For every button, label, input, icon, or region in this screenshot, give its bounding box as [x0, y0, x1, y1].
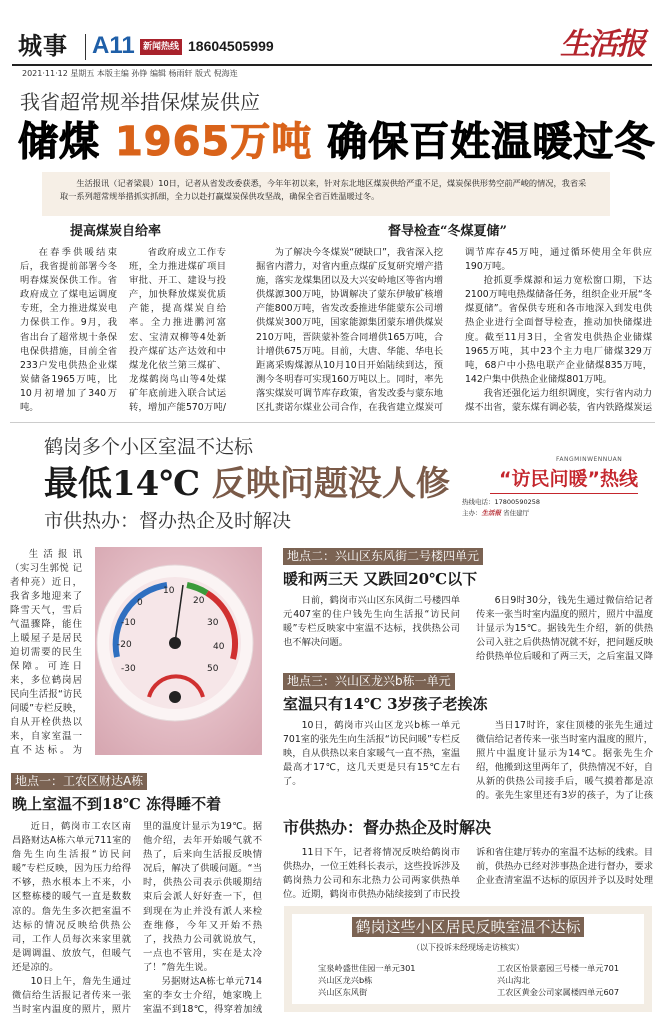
headline-part: 反映问题没人修	[211, 464, 450, 504]
headline-part: 最低14℃	[44, 464, 212, 504]
list-item: 工农区黄金公司家属楼四单元607	[497, 987, 620, 997]
masthead-rule	[12, 64, 652, 66]
paragraph: 日前，鹤岗市兴山区东风街二号楼四单元407室的住户钱先生向生活报“访民问暖”专栏反映家中室温不达标，找供热公司也不解决问题。	[283, 595, 460, 649]
complaint-list-box	[284, 906, 652, 1012]
headline-part: 储煤	[18, 119, 115, 165]
thermometer-photo	[95, 547, 262, 755]
divider	[85, 34, 86, 60]
story1-headline	[18, 118, 655, 166]
story1-kicker: 我省超常规举措保煤炭供应	[20, 90, 260, 114]
box-list-right	[497, 962, 619, 998]
box-note: （以下投诉未经现场走访核实）	[412, 943, 524, 952]
svg-text:-20: -20	[117, 640, 132, 650]
headline-part: 确保百姓温暖过冬	[312, 119, 656, 165]
story2-lead	[10, 548, 82, 758]
svg-text:-10: -10	[121, 618, 136, 628]
paragraph: 当日17时许，家住顶楼的张先生通过微信给记者传来一张当时室内温度的照片，照片中温度计显示为14℃。据张先生介绍，他搬到这里两年了，供热情况不好，自从新的供热公司接手后，暖气摸着都是凉的。张先生家里还有3岁的孩子，为了让孩	[476, 720, 653, 802]
svg-text:0: 0	[137, 598, 143, 608]
svg-text:10: 10	[163, 586, 175, 596]
location-label-2: 地点二：兴山区东风街二号楼四单元	[283, 548, 483, 565]
paragraph: 为了解决今冬煤炭“硬缺口”，我省深入挖掘省内潜力，对省内重点煤矿反复研究增产措施，落实龙煤集团以及大兴安岭地区等省内增供煤源300万吨，协调解决了蒙东伊敏矿核增产能800万吨，省发改委推进华能蒙东公司增供煤炭300万吨，国家能源集团蒙东增供煤炭210万吨，晋陕蒙补签合同增供165万吨，合计增供675万吨。目前，大唐、华能、华电长距离采购煤源从10月10日开始陆续到达，预测今冬明春可实现160万吨以上。同时，率先落实煤炭可调节库存政策，省发改委与蒙东地区扎赉诺尔煤业公司合作，在我省建立煤炭可调节库存45万吨，通过循环使用全年供应190万吨。	[256, 247, 652, 414]
location-label-3: 地点三：兴山区龙兴b栋一单元	[283, 673, 455, 690]
list-item: 兴山沟北	[497, 975, 530, 985]
host-label: 主办：	[462, 509, 482, 517]
box-list-left	[318, 962, 416, 998]
column-phone: 热线电话：17800590258	[462, 498, 540, 506]
list-item: 兴山区东风街	[318, 987, 368, 997]
section-name: 城事	[18, 31, 68, 60]
location-label-1: 地点一：工农区财达A栋	[11, 773, 147, 790]
paragraph: 6日9时30分，钱先生通过微信给记者传来一张当时室内温度的照片，照片中温度计显示为15℃。据钱先生介绍，新的供热公司入驻之后供热情况就不好，把问题反映给供热单位后暖和了两三天，之后室温又降	[476, 595, 653, 663]
dateline: 2021·11·12 星期五 本版主编 孙铮 编辑 杨雨轩 版式 倪海连	[22, 69, 238, 78]
paragraph: 10日上午，詹先生通过微信给生活报记者传来一张当时室内温度的照片，照片里的温度计显示为19℃。据他介绍，去年开始暖气就不热了，后来向生活报反映情况后，解决了供暖问题。“当时，供热公司表示供暖期结束后会派人好好查一下，但到现在为止并没有派人来检查维修，今年又开始不热了，找热力公司就说放气，一点也不管用，实在是太冷了！”詹先生说。	[12, 821, 262, 1016]
paragraph: 11日下午，记者将情况反映给鹤岗市供热办，一位王姓科长表示，这些投诉涉及鹤岗热力公司和东北热力公司两家供热单位。近期，鹤岗市供热办陆续接到了市民投诉和省住建厅转办的室温不达标的线索。目前，供热办已经对涉事热企进行督办，要求企业查清室温不达标的原因并予以及时处理	[283, 847, 653, 901]
paragraph: 省政府成立工作专班，全力推进煤矿项目审批、开工、建设与投产，加快释放煤炭优质产能，提高煤炭自给率。全力推进鹏河富宏、宝清双柳等4处新投产煤矿达产达效和中煤龙化依兰第三煤矿、龙煤鹤岗鸟山等4处煤矿年底前进入联合试运转，增加产能570万吨/	[129, 247, 226, 414]
location-body-2	[283, 594, 653, 666]
paragraph: 我省还强化运力组织调度，实行省内动力煤不出省，蒙东煤有调必装，省内铁路煤炭运	[465, 387, 652, 414]
hotline-phone: 18604505999	[188, 38, 274, 54]
svg-text:40: 40	[213, 642, 225, 652]
location-headline-1: 晚上室温不到18℃ 冻得睡不着	[12, 795, 222, 813]
story1-section1-body	[20, 246, 226, 418]
svg-text:-30: -30	[121, 664, 136, 674]
paragraph: 在春季供暖结束后，我省提前部署今冬明春煤炭保供工作。省政府成立了煤电运调度专班，全力推进煤炭电力保供工作。9月，我省出台了超常规十条保电保供措施，目前全省233户发电供热企业煤炭储备1965万吨，比10月初增加了340万吨。	[20, 247, 117, 414]
column-host	[462, 509, 529, 518]
page-number: A11	[92, 32, 135, 59]
story1-section2-body	[256, 246, 652, 418]
paragraph: 另据财达A栋七单元714室的李女士介绍，她家晚上室温不到18℃，得穿着加绒	[143, 976, 262, 1016]
host-logo: 生活报	[481, 509, 501, 517]
paragraph: 近日，鹤岗市工农区南昌路财达A栋六单元711室的詹先生向生活报“访民问暖”专栏反映，因为压力给得不够，热水根本上不来，小区整栋楼的暖气一直是数数凉的。詹先生多次把室温不达标的情况反映给供热公司，工作人员每次来家里就是调调温、放放气，但暖气还是凉的。	[12, 821, 131, 973]
headline-number: 1965万吨	[114, 119, 313, 165]
list-item: 宝泉岭盛世佳园一单元301	[318, 963, 416, 973]
section-divider	[10, 422, 655, 423]
paragraph: 生活报讯（实习生郭悦 记者仲亮）近日，我省多地迎来了降雪天气，雪后气温骤降，能住上暖屋子是居民迫切需要的民生保障。可连日来，多位鹤岗居民向生活报“访民问暖”专栏反映，自从开栓供热以来，自家室温一直不达标。为	[10, 549, 82, 756]
story1-subhead-1: 提高煤炭自给率	[70, 224, 162, 239]
svg-text:20: 20	[193, 596, 205, 606]
location-body-1	[12, 820, 262, 1018]
column-title: “访民问暖”热线	[490, 468, 638, 494]
svg-text:50: 50	[207, 664, 219, 674]
location-headline-2: 暖和两三天 又跌回20℃以下	[283, 570, 478, 588]
location-headline-3: 室温只有14℃ 3岁孩子老挨冻	[283, 695, 488, 713]
office-body	[283, 846, 653, 903]
story1-subhead-2: 督导检查“冬煤夏储”	[388, 224, 507, 239]
box-title-text: 鹤岗这些小区居民反映室温不达标	[352, 917, 583, 937]
list-item: 工农区怡景嘉园三号楼一单元701	[497, 963, 620, 973]
list-item: 兴山区龙兴b栋	[318, 975, 373, 985]
paragraph: 抢抓夏季煤源和运力宽松窗口期，下达2100万吨电热煤储备任务，组织企业开展“冬煤夏储”。省保供专班和各市地深入到发电供热企业进行全面督导检查，推动加快储煤进度。截至11月3日，全省发电供热企业储煤1965万吨，其中23个主力电厂储煤329万吨，68户中小热电联产企业储煤835万吨，142户集中供热企业储煤801万吨。	[465, 275, 652, 385]
svg-text:30: 30	[207, 618, 219, 628]
hotline-badge: 新闻热线	[140, 39, 182, 55]
host-partner: 省住建厅	[501, 509, 530, 517]
story1-lead: 生活报讯（记者梁晨）10日，记者从省发改委获悉，今年年初以来，针对东北地区煤炭供给严重不足，煤炭保供形势空前严峻的情况，我省采取一系列超常规举措抓实抓细，全力以赴打赢煤炭保供攻坚战，确保全省百姓温暖过冬。	[42, 172, 610, 216]
story2-headline	[44, 464, 450, 504]
newspaper-logo: 生活报	[560, 27, 644, 62]
column-pinyin: FANGMINWENNUAN	[556, 456, 623, 463]
story2-kicker: 鹤岗多个小区室温不达标	[44, 436, 254, 458]
office-headline: 市供热办：督办热企及时解决	[283, 818, 492, 837]
paragraph: 10日，鹤岗市兴山区龙兴b栋一单元701室的张先生向生活报“访民问暖”专栏反映，自从供热以来自家暖气一直不热，室温最高才17℃，这几天更是只有15℃左右了。	[283, 720, 460, 788]
location-body-3	[283, 719, 653, 804]
story2-subhead: 市供热办：督办热企及时解决	[44, 510, 292, 532]
box-title	[292, 917, 644, 937]
